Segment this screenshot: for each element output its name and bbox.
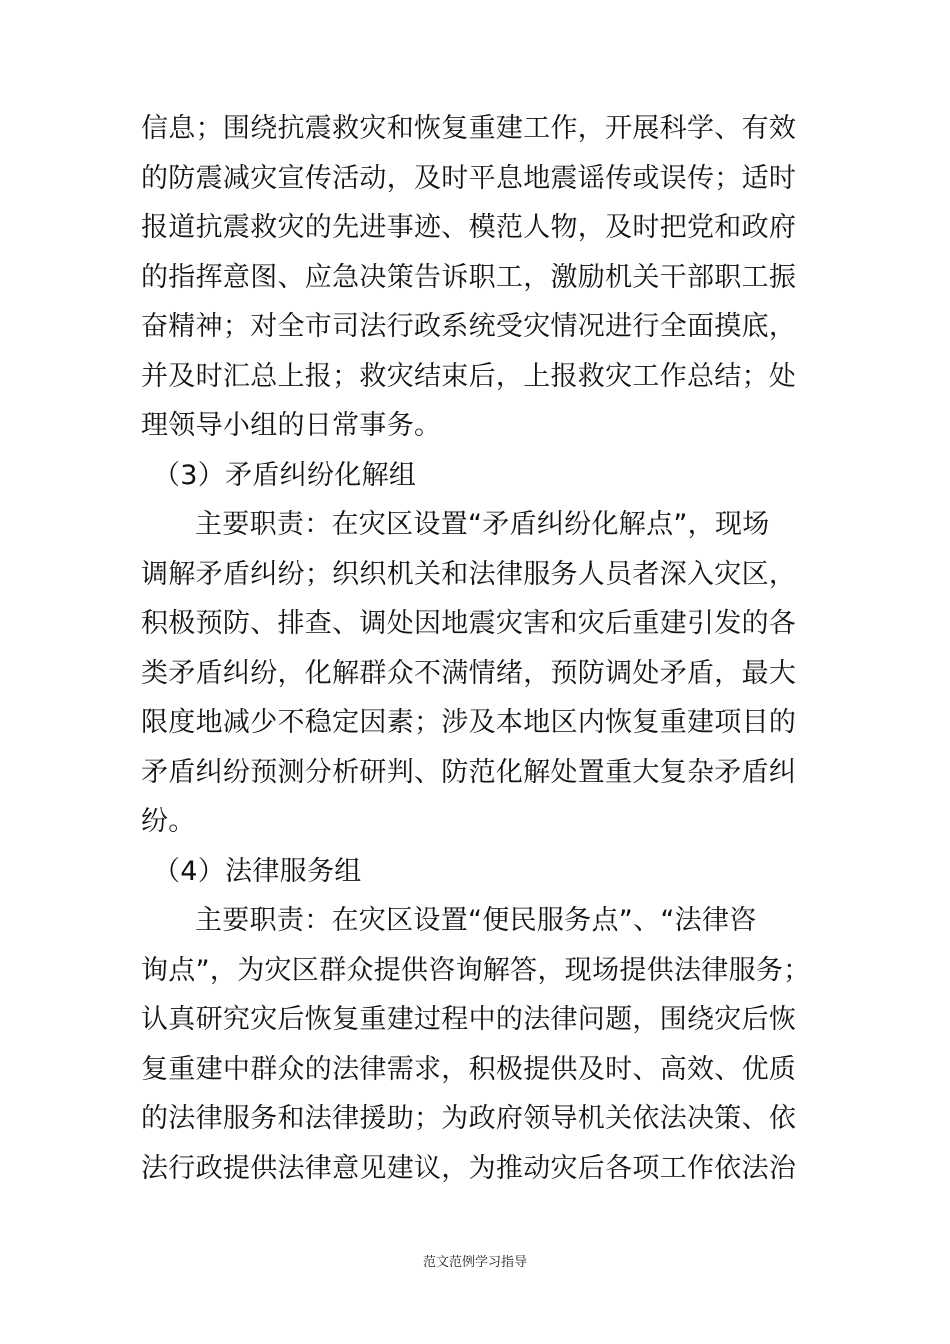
text-line: 主要职责：在灾区设置“便民服务点”、“法律咨 [195,905,757,936]
document-body [141,104,821,1193]
section-heading-3: （3）矛盾纠纷化解组 [153,459,417,491]
text-line: 询点”，为灾区群众提供咨询解答，现场提供法律服务； [141,954,811,986]
text-line: 的防震减灾宣传活动，及时平息地震谣传或误传；适时 [141,162,797,194]
text-line: 信息；围绕抗震救灾和恢复重建工作，开展科学、有效 [141,113,797,144]
text-line: 奋精神；对全市司法行政系统受灾情况进行全面摸底， [141,311,797,342]
text-line: 积极预防、排查、调处因地震灾害和灾后重建引发的各 [141,608,797,639]
text-line: 类矛盾纠纷，化解群众不满情绪，预防调处矛盾，最大 [141,657,797,689]
text-line: 复重建中群众的法律需求，积极提供及时、高效、优质 [141,1053,797,1085]
text-line: 的法律服务和法律援助；为政府领导机关依法决策、依 [141,1103,797,1134]
text-line: 理领导小组的日常事务。 [141,410,442,441]
text-line: 报道抗震救灾的先进事迹、模范人物，及时把党和政府 [141,212,797,243]
text-line: 的指挥意图、应急决策告诉职工，激励机关干部职工振 [141,261,797,293]
text-line: 认真研究灾后恢复重建过程中的法律问题，围绕灾后恢 [141,1004,797,1035]
text-line: 纷。 [141,806,196,837]
text-line: 限度地减少不稳定因素；涉及本地区内恢复重建项目的 [141,707,797,738]
section-heading-4: （4）法律服务组 [153,855,362,887]
text-line: 法行政提供法律意见建议，为推动灾后各项工作依法治 [141,1152,797,1184]
text-line: 主要职责：在灾区设置“矛盾纠纷化解点”，现场 [195,509,770,540]
text-line: 矛盾纠纷预测分析研判、防范化解处置重大复杂矛盾纠 [141,756,797,788]
text-line: 并及时汇总上报；救灾结束后，上报救灾工作总结；处 [141,360,797,392]
page-footer: 范文范例学习指导 [422,1255,527,1270]
text-line: 调解矛盾纠纷；织织机关和法律服务人员者深入灾区， [141,558,797,590]
